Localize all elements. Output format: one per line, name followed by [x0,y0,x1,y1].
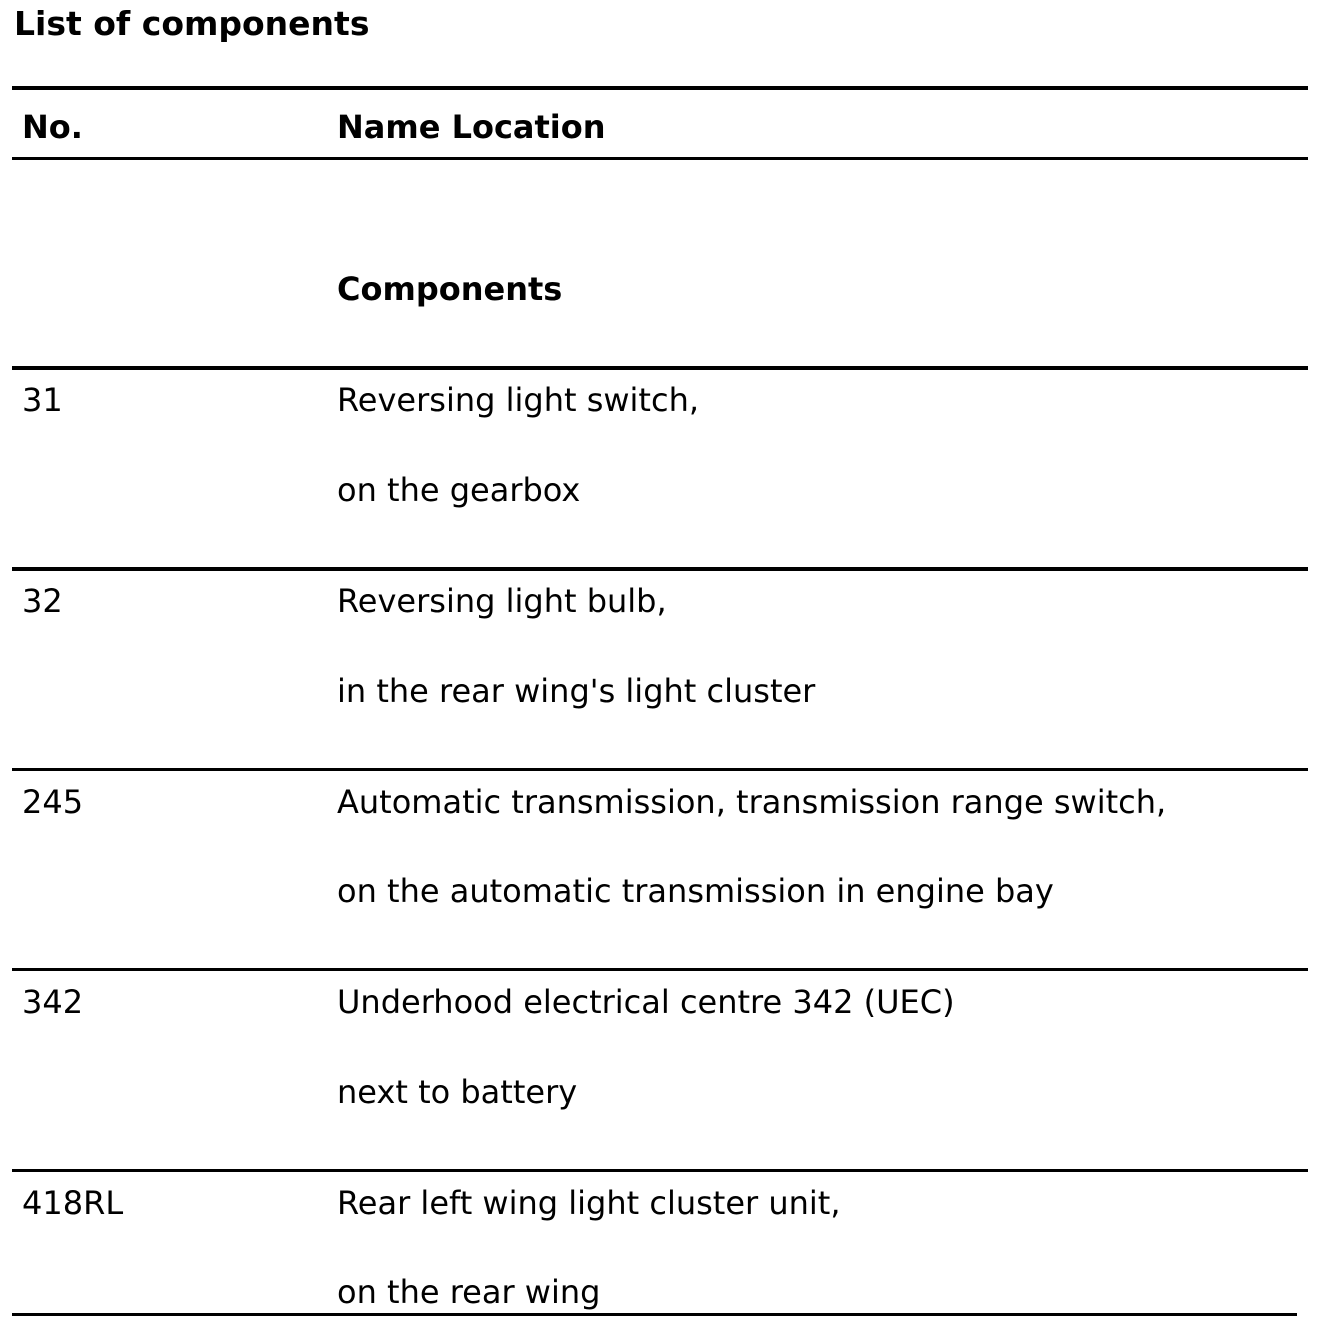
section-bottom-rule [12,366,1308,370]
row-no: 342 [22,983,84,1021]
row-name: Underhood electrical centre 342 (UEC) [337,983,955,1021]
section-label: Components [337,270,563,308]
row-name: Rear left wing light cluster unit, [337,1184,841,1222]
row-location: on the rear wing [337,1273,601,1311]
header-name-location: Name Location [337,108,606,146]
row-divider [12,567,1308,571]
page-title: List of components [14,4,370,43]
row-divider [12,768,1308,771]
row-no: 418RL [22,1184,124,1222]
table-top-rule [12,86,1308,90]
row-location: next to battery [337,1073,578,1111]
header-no: No. [22,108,83,146]
row-no: 245 [22,783,84,821]
row-location: on the gearbox [337,471,581,509]
row-no: 31 [22,381,63,419]
row-name: Reversing light switch, [337,381,700,419]
row-divider [12,968,1308,971]
row-name: Automatic transmission, transmission range switch, [337,783,1167,821]
header-bottom-rule [12,157,1308,160]
row-name: Reversing light bulb, [337,582,667,620]
table-bottom-rule [12,1313,1297,1316]
row-no: 32 [22,582,63,620]
row-location: on the automatic transmission in engine bay [337,872,1054,910]
row-divider [12,1169,1308,1172]
row-location: in the rear wing's light cluster [337,672,816,710]
